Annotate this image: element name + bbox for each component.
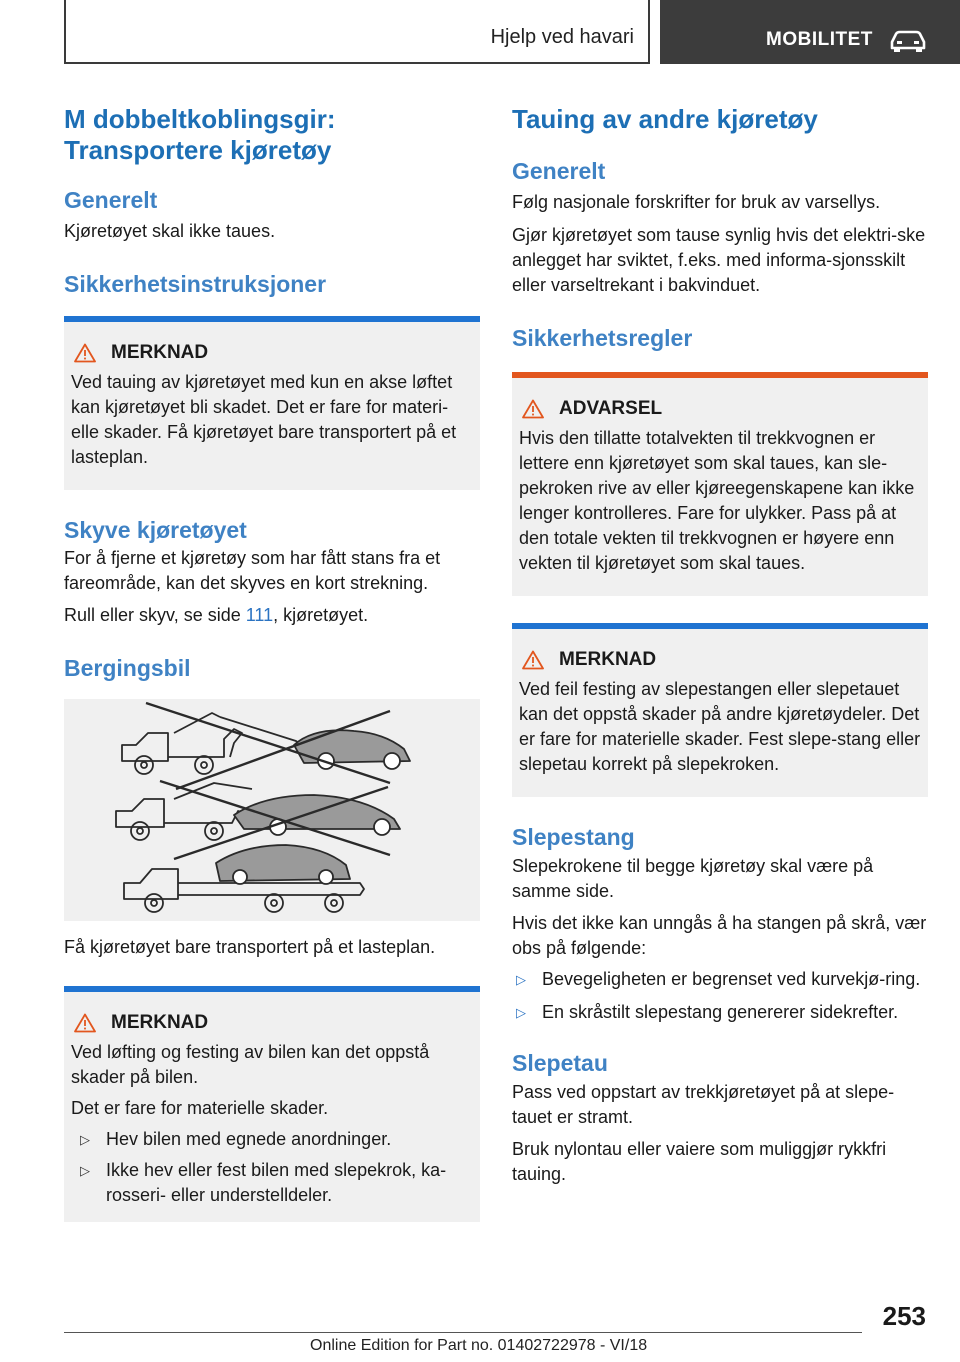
note-header: [519, 647, 921, 673]
towbar-heading: Slepestang: [512, 824, 635, 850]
header-chapter-tab[interactable]: [660, 0, 960, 64]
left-column: [64, 104, 480, 1222]
list-item: ▷ En skråstilt slepestang genererer sidekrefter.: [512, 1000, 928, 1025]
reference-prefix: Rull eller skyv, se side: [64, 605, 246, 625]
safety-rules-heading: Sikkerhetsregler: [512, 325, 693, 351]
warning-label: ADVARSEL: [559, 398, 663, 419]
note-label: MERKNAD: [111, 342, 209, 363]
footer-edition: Online Edition for Part no. 01402722978 - VI/18: [310, 1337, 648, 1354]
list-item: ▷ Ikke hev eller fest bilen med slepekrok, ka-rosseri- eller understelldeler.: [80, 1160, 447, 1205]
header-section-title: Hjelp ved havari: [490, 26, 634, 48]
note-box-1: [64, 316, 480, 490]
note-text: Ved feil festing av slepestangen eller slepetauet kan det oppstå skader på andre kjøretøydeler. Det er fare for materielle skader. Fest slepe-stang eller slepetau korrekt på slepekroken.: [519, 679, 921, 774]
list-item: ▷ Hev bilen med egnede anordninger.: [71, 1127, 473, 1152]
note-box-3: [512, 623, 928, 797]
warning-triangle-icon: [522, 399, 544, 419]
left-page-title: M dobbeltkoblingsgir: Transportere kjøretøy: [64, 104, 336, 165]
figure-caption: Få kjøretøyet bare transportert på et lasteplan.: [64, 937, 436, 957]
header-chapter-label: MOBILITET: [766, 29, 873, 50]
push-vehicle-text: For å fjerne et kjøretøy som har fått stans fra et fareområde, kan det skyves en kort strekning.: [64, 548, 441, 593]
warning-triangle-icon: [522, 650, 544, 670]
footer-divider: [64, 1332, 862, 1333]
towbar-text-1: Slepekrokene til begge kjøretøy skal være på samme side.: [512, 856, 874, 901]
warning-header: [519, 396, 921, 422]
tow-truck-heading: Bergingsbil: [64, 655, 191, 681]
note-box-2: [64, 986, 480, 1222]
page-link-111[interactable]: 111: [245, 605, 274, 625]
towing-methods-drawing: [64, 699, 480, 921]
triangle-bullet-icon: ▷: [516, 972, 526, 987]
warning-triangle-icon: [74, 1013, 96, 1033]
push-vehicle-heading: Skyve kjøretøyet: [64, 517, 247, 543]
list-item: ▷ Bevegeligheten er begrenset ved kurvekjø-ring.: [512, 967, 928, 992]
page-number: 253: [882, 1301, 926, 1331]
right-general-text-1: Følg nasjonale forskrifter for bruk av varsellys.: [512, 192, 881, 212]
left-general-heading: Generelt: [64, 187, 158, 213]
note-text: Det er fare for materielle skader.: [71, 1098, 329, 1118]
push-vehicle-reference: [64, 603, 480, 628]
safety-instructions-heading: Sikkerhetsinstruksjoner: [64, 271, 327, 297]
tow-truck-illustration: [64, 699, 480, 921]
wheel-lift-truck: [122, 713, 304, 774]
note-text: Ved løfting og festing av bilen kan det oppstå skader på bilen.: [71, 1042, 430, 1087]
right-page-title: Tauing av andre kjøretøy: [512, 104, 818, 134]
triangle-bullet-icon: ▷: [516, 1005, 526, 1020]
right-general-text-2: Gjør kjøretøyet som tause synlig hvis det elektri-ske anlegget har sviktet, f.eks. med informa-sjonsskilt eller varseltrekant i bakvinduet.: [512, 225, 926, 295]
left-general-text: Kjøretøyet skal ikke taues.: [64, 221, 276, 241]
header-section-box: [64, 0, 650, 64]
towbar-bullet-list: [512, 967, 928, 1025]
tow-rope-heading: Slepetau: [512, 1050, 608, 1076]
note-label: MERKNAD: [559, 649, 657, 670]
right-column: [512, 104, 928, 1187]
note-header: [71, 1010, 473, 1036]
note-bullet-list: [71, 1127, 473, 1208]
warning-box: [512, 372, 928, 596]
tow-rope-text-2: Bruk nylontau eller vaiere som muliggjør rykkfri tauing.: [512, 1139, 887, 1184]
triangle-bullet-icon: ▷: [80, 1132, 90, 1147]
warning-text: Hvis den tillatte totalvekten til trekkvognen er lettere enn kjøretøyet som skal taues, kan sle-pekroken rive av eller kjøreegenskapene kan ikke lenger kontrolleres. Fare for ulykker. Pass på at den totale vekten til trekkvognen er høyere enn vekten til kjøretøyet som skal taues.: [519, 428, 915, 573]
note-label: MERKNAD: [111, 1012, 209, 1033]
right-general-heading: Generelt: [512, 158, 606, 184]
triangle-bullet-icon: ▷: [80, 1163, 90, 1178]
hook-tow-truck: [116, 783, 252, 840]
warning-triangle-icon: [74, 343, 96, 363]
note-text: Ved tauing av kjøretøyet med kun en akse løftet kan kjøretøyet bli skadet. Det er fare for materi-elle skader. Få kjøretøyet bare transportert på et lasteplan.: [71, 372, 457, 467]
reference-suffix: , kjøretøyet.: [273, 605, 369, 625]
tow-rope-text-1: Pass ved oppstart av trekkjøretøyet på at slepe-tauet er stramt.: [512, 1082, 895, 1127]
towbar-text-2: Hvis det ikke kan unngås å ha stangen på skrå, vær obs på følgende:: [512, 913, 927, 958]
car-icon: [888, 28, 928, 52]
note-header: [71, 340, 473, 366]
